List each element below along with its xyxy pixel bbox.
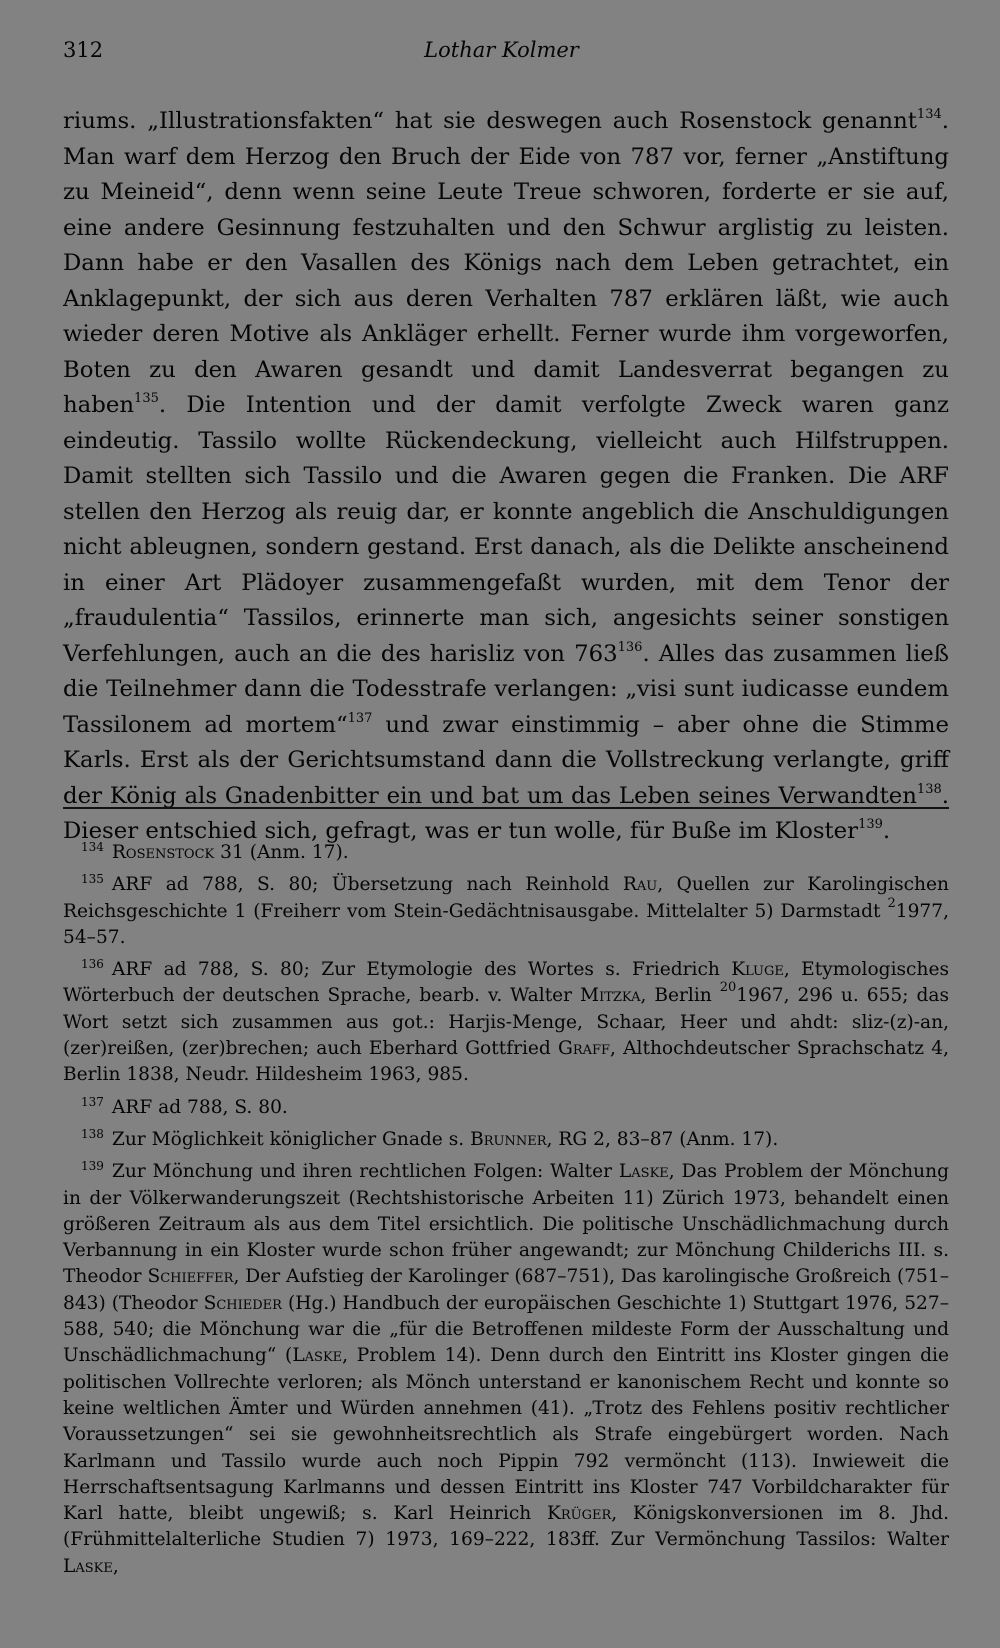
- footnote-text: 1967, 296 u. 655; das Wort setzt sich zusammen aus got.: Harjis-Menge, Schaar, Heer und ahdt: sliz-(z)-an, (zer)reißen, (zer)brechen; auch Eberhard Gottfried: [63, 985, 949, 1060]
- footnote-text: , Quellen zur Karolingischen Reichsgeschichte 1 (Freiherr vom Stein-Gedächtnisausgabe. Mittelalter 5) Darmstadt: [63, 874, 949, 922]
- footnote-text: , RG 2, 83–87 (Anm. 17).: [546, 1128, 779, 1150]
- footnotes: [63, 834, 949, 1580]
- author-name: Kluge: [731, 959, 784, 981]
- footnote-reference: 138: [916, 781, 942, 797]
- author-name: Laske: [63, 1555, 113, 1577]
- main-text: und zwar einstimmig – aber ohne die Stimme Karls. Erst als der Gerichtsumstand dann die Vollstreckung verlangte, griff der König als Gnadenbitter ein und bat um das Leben seines Verwandten: [63, 711, 949, 809]
- footnote-reference: 136: [617, 639, 643, 655]
- footnote-text: , Althochdeutscher Sprachschatz 4, Berlin 1838, Neudr. Hildesheim 1963, 985.: [63, 1038, 949, 1086]
- footnote-135: [63, 866, 949, 951]
- edition-superscript: 2: [887, 895, 896, 911]
- main-text: . Man warf dem Herzog den Bruch der Eide von 787 vor, ferner „Anstiftung zu Meineid“, denn wenn seine Leute Treue schworen, forderte er sie auf, eine andere Gesinnung festzuhalten und den Schwur arglistig zu leisten. Dann habe er den Vasallen des Königs nach dem Leben getrachtet, ein Anklagepunkt, der sich aus deren Verhalten 787 erklären läßt, wie auch wieder deren Motive als Ankläger erhellt. Ferner wurde ihm vorgeworfen, Boten zu den Awaren gesandt und damit Landesverrat begangen zu haben: [63, 108, 949, 418]
- footnote-number: 135: [81, 872, 104, 887]
- author-name: Krüger: [546, 1503, 612, 1525]
- footnote-divider: [63, 807, 949, 809]
- footnote-text: Zur Mönchung und ihren rechtlichen Folgen: Walter: [111, 1161, 619, 1183]
- page-header: [63, 38, 940, 72]
- footnote-number: 138: [81, 1126, 104, 1141]
- footnote-number: 139: [81, 1159, 104, 1174]
- main-text: .: [882, 818, 891, 844]
- page-number: 312: [63, 38, 104, 62]
- author-name: Brunner: [470, 1128, 547, 1150]
- footnote-number: 136: [81, 957, 104, 972]
- footnote-text: (Hg.) Handbuch der europäischen Geschichte 1) Stuttgart 1976, 527–588, 540; die Mönchung war die „für die Betroffenen mildeste Form der Ausschaltung und Unschädlichmachung“ (: [63, 1292, 949, 1367]
- footnote-text: 1977, 54–57.: [63, 900, 949, 948]
- footnote-text: , Königskonversionen im 8. Jhd. (Frühmittelalterliche Studien 7) 1973, 169–222, 183ff. Zur Vermönchung Tassilos: Walter: [63, 1503, 949, 1551]
- footnote-text: , Etymologisches Wörterbuch der deutschen Sprache, bearb. v. Walter: [63, 959, 949, 1007]
- footnote-number: 137: [81, 1094, 104, 1109]
- footnote-text: , Berlin: [640, 985, 720, 1007]
- footnote-number: 134: [81, 840, 104, 854]
- author-name: Laske: [292, 1345, 343, 1367]
- footnote-reference: 137: [347, 710, 373, 726]
- main-text: . Alles das zusammen ließ die Teilnehmer dann die Todesstrafe verlangen: „visi sunt iudicasse eundem Tassilonem ad mortem“: [63, 640, 949, 738]
- footnote-text: ARF ad 788, S. 80; Zur Etymologie des Wortes s. Friedrich: [111, 959, 732, 981]
- author-name: Graff: [557, 1038, 611, 1060]
- footnote-text: , Das Problem der Mönchung in der Völkerwanderungszeit (Rechtshistorische Arbeiten 11) Zürich 1973, behandelt einen größeren Zeitraum als aus dem Titel ersichtlich. Die politische Unschädlichmachung durch Verbannung in ein Kloster wurde schon früher angewandt; zur Mönchung Childerichs III. s. Theodor: [63, 1161, 949, 1288]
- author-name: Schieder: [203, 1292, 282, 1314]
- author-name: Rosenstock: [111, 842, 215, 863]
- footnote-136: [63, 951, 949, 1088]
- footnote-text: , Der Aufstieg der Karolinger (687–751), Das karolingische Großreich (751–843) (Theodor: [63, 1266, 949, 1314]
- main-text: riums. „Illustrationsfakten“ hat sie deswegen auch Rosenstock genannt: [63, 108, 917, 134]
- footnote-reference: 134: [916, 107, 942, 122]
- footnote-text: 31 (Anm. 17).: [214, 842, 349, 863]
- author-name: Mitzka: [580, 985, 641, 1007]
- edition-superscript: 20: [719, 980, 737, 996]
- footnote-text: ARF ad 788, S. 80.: [111, 1096, 288, 1118]
- author-name: Rau: [622, 874, 658, 896]
- running-title: Lothar Kolmer: [424, 38, 579, 62]
- footnote-text: ,: [112, 1555, 119, 1577]
- main-text: . Die Intention und der damit verfolgte Zweck waren ganz eindeutig. Tassilo wollte Rückendeckung, vielleicht auch Hilfstruppen. Damit stellten sich Tassilo und die Awaren gegen die Franken. Die ARF stellen den Herzog als reuig dar, er konnte angeblich die Anschuldigungen nicht ableugnen, sondern gestand. Erst danach, als die Delikte anscheinend in einer Art Plädoyer zusammengefaßt wurden, mit dem Tenor der „fraudulentia“ Tassilos, erinnerte man sich, angesichts seiner sonstigen Verfehlungen, auch an die des harisliz von 763: [63, 392, 949, 667]
- footnote-text: ARF ad 788, S. 80; Übersetzung nach Reinhold: [111, 874, 623, 896]
- author-name: Schieffer: [147, 1266, 234, 1288]
- main-text: . Dieser entschied sich, gefragt, was er tun wolle, für Buße im Kloster: [63, 782, 949, 844]
- footnote-139: [63, 1153, 949, 1580]
- footnote-137: [63, 1089, 949, 1121]
- author-name: Laske: [618, 1161, 669, 1183]
- footnote-text: , Problem 14). Denn durch den Eintritt ins Kloster gingen die politischen Vollrechte verloren; als Mönch unterstand er kanonischem Recht und konnte so keine weltlichen Ämter und Würden annehmen (41). „Trotz des Fehlens positiv rechtlicher Voraussetzungen“ sei sie gewohnheitsrechtlich als Strafe eingebürgert worden. Nach Karlmann und Tassilo wurde auch noch Pippin 792 vermöncht (113). Inwieweit die Herrschaftsentsagung Karlmanns und dessen Eintritt ins Kloster 747 Vorbildcharakter für Karl hatte, bleibt ungewiß; s. Karl Heinrich: [63, 1345, 949, 1525]
- footnote-134: [63, 834, 949, 866]
- footnote-138: [63, 1121, 949, 1153]
- footnote-reference: 139: [858, 817, 883, 832]
- main-text-paragraph: [63, 104, 949, 850]
- footnote-text: Zur Möglichkeit königlicher Gnade s.: [111, 1128, 471, 1150]
- footnote-reference: 135: [134, 391, 159, 406]
